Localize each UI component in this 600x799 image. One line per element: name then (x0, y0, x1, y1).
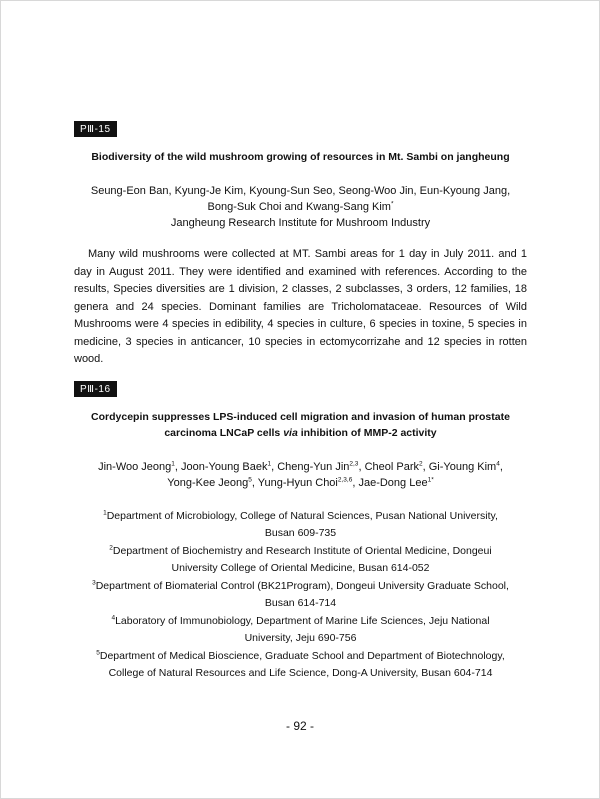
abstract-p3-15 (74, 119, 527, 380)
abstract-title (74, 409, 527, 441)
affiliation: $^3$Department of Biomaterial Control (BK21Program), Dongeui University Graduate School, Busan 614-714 (92, 579, 509, 609)
author-line (74, 459, 527, 475)
author: Jae-Dong Lee$^{1*}$ (358, 476, 434, 489)
title-line (74, 425, 527, 441)
abstract-title: Biodiversity of the wild mushroom growing of resources in Mt. Sambi on jangheung (91, 151, 510, 163)
author: Jin-Woo Jeong$^1$, (98, 460, 182, 473)
affiliation: $^2$Department of Biochemistry and Research Institute of Oriental Medicine, Dongeui University College of Oriental Medicine, Busan 614-052 (109, 544, 492, 574)
corresponding-mark: * (390, 200, 394, 208)
abstract-body: Many wild mushrooms were collected at MT. Sambi areas for 1 day in July 2011. and 1 day in August 2011. They were identified and examined with references. According to the results, Species diversities are 1 division, 2 classes, 2 subclasses, 3 orders, 12 families, 18 genera and 24 species. Dominant families are Tricholomataceae. Resources of Wild Mushrooms were 4 species in edibility, 4 species in culture, 6 species in toxine, 5 species in medicine, 3 species in anticancer, 10 species in ectomycorrizahe and 12 species in rotten wood. (74, 248, 527, 365)
author-list (74, 459, 527, 491)
author: Joon-Young Baek$^1$, (181, 460, 278, 473)
affiliation: $^5$Department of Medical Bioscience, Graduate School and Department of Biotechnology, College of Natural Resources and Life Science, Dong-A University, Busan 604-714 (96, 649, 505, 679)
author: Gi-Young Kim$^4$, (428, 460, 503, 473)
abstract-label: PⅢ-16 (74, 381, 117, 397)
abstract-p3-16 (74, 379, 527, 683)
author-line (74, 199, 527, 215)
affiliation: $^4$Laboratory of Immunobiology, Department of Marine Life Sciences, Jeju National University, Jeju 690-756 (111, 614, 490, 644)
title-italic: via (283, 427, 298, 439)
affiliation-list (74, 508, 527, 681)
abstract-label: PⅢ-15 (74, 121, 117, 137)
affiliation: $^1$Department of Microbiology, College of Natural Sciences, Pusan National University, Busan 609-735 (103, 509, 498, 539)
title-line: Cordycepin suppresses LPS-induced cell migration and invasion of human prostate (91, 411, 510, 423)
author-names: Bong-Suk Choi and Kwang-Sang Kim (207, 201, 391, 213)
author: Yung-Hyun Choi$^{2,3,6}$, (257, 476, 359, 489)
author: Cheng-Yun Jin$^{2,3}$, (277, 460, 365, 473)
title-text: carcinoma LNCaP cells (164, 427, 284, 439)
author-list (74, 183, 527, 215)
affiliation: Jangheung Research Institute for Mushroom Industry (170, 217, 431, 229)
page-number: - 92 - (285, 719, 314, 733)
title-text: inhibition of MMP-2 activity (297, 427, 437, 439)
author: Cheol Park$^2$, (364, 460, 429, 473)
author-line: Seung-Eon Ban, Kyung-Je Kim, Kyoung-Sun Seo, Seong-Woo Jin, Eun-Kyoung Jang, (90, 185, 511, 197)
author-line (74, 475, 527, 491)
author: Yong-Kee Jeong$^5$, (167, 476, 258, 489)
